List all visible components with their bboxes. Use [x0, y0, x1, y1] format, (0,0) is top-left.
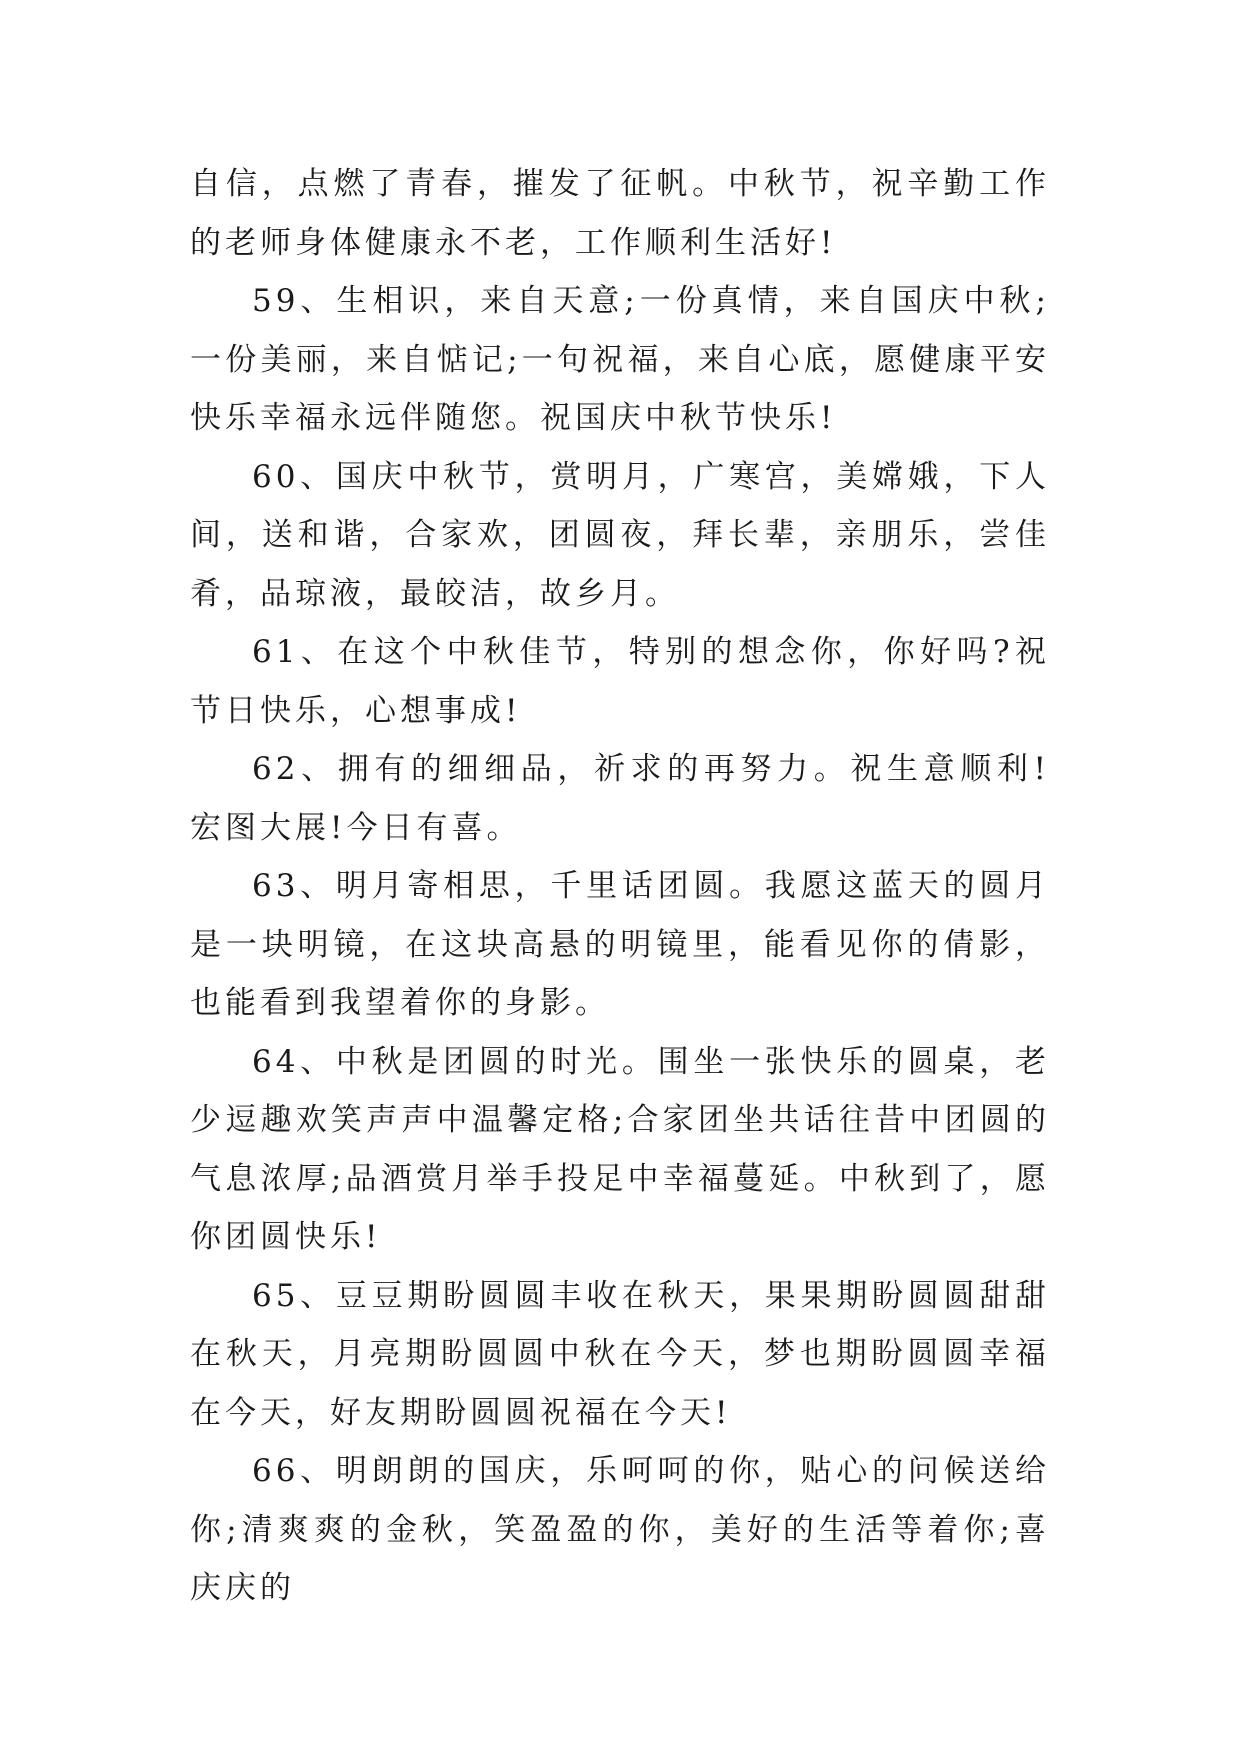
paragraph-60: 60、国庆中秋节，赏明月，广寒宫，美嫦娥，下人间，送和谐，合家欢，团圆夜，拜长辈，亲朋乐，尝佳肴，品琼液，最皎洁，故乡月。: [190, 458, 1050, 612]
paragraph-65: 65、豆豆期盼圆圆丰收在秋天，果果期盼圆圆甜甜在秋天，月亮期盼圆圆中秋在今天，梦也期盼圆圆幸福在今天，好友期盼圆圆祝福在今天!: [190, 1277, 1050, 1431]
paragraph-59: 59、生相识，来自天意;一份真情，来自国庆中秋;一份美丽，来自惦记;一句祝福，来自心底，愿健康平安快乐幸福永远伴随您。祝国庆中秋节快乐!: [190, 283, 1050, 436]
paragraph-62: 62、拥有的细细品，祈求的再努力。祝生意顺利!宏图大展!今日有喜。: [190, 751, 1050, 846]
paragraph-66: 66、明朗朗的国庆，乐呵呵的你，贴心的问候送给你;清爽爽的金秋，笑盈盈的你，美好的生活等着你;喜庆庆的: [190, 1453, 1050, 1606]
paragraph-63: 63、明月寄相思，千里话团圆。我愿这蓝天的圆月是一块明镜，在这块高悬的明镜里，能看见你的倩影，也能看到我望着你的身影。: [190, 868, 1050, 1021]
paragraph-continuation: 自信，点燃了青春，摧发了征帆。中秋节，祝辛勤工作的老师身体健康永不老，工作顺利生活好!: [190, 166, 1050, 261]
paragraph-64: 64、中秋是团圆的时光。围坐一张快乐的圆桌，老少逗趣欢笑声声中温馨定格;合家团坐共话往昔中团圆的气息浓厚;品酒赏月举手投足中幸福蔓延。中秋到了，愿你团圆快乐!: [190, 1043, 1050, 1255]
paragraph-61: 61、在这个中秋佳节，特别的想念你，你好吗?祝节日快乐，心想事成!: [190, 634, 1050, 729]
document-body: [190, 155, 1050, 1618]
